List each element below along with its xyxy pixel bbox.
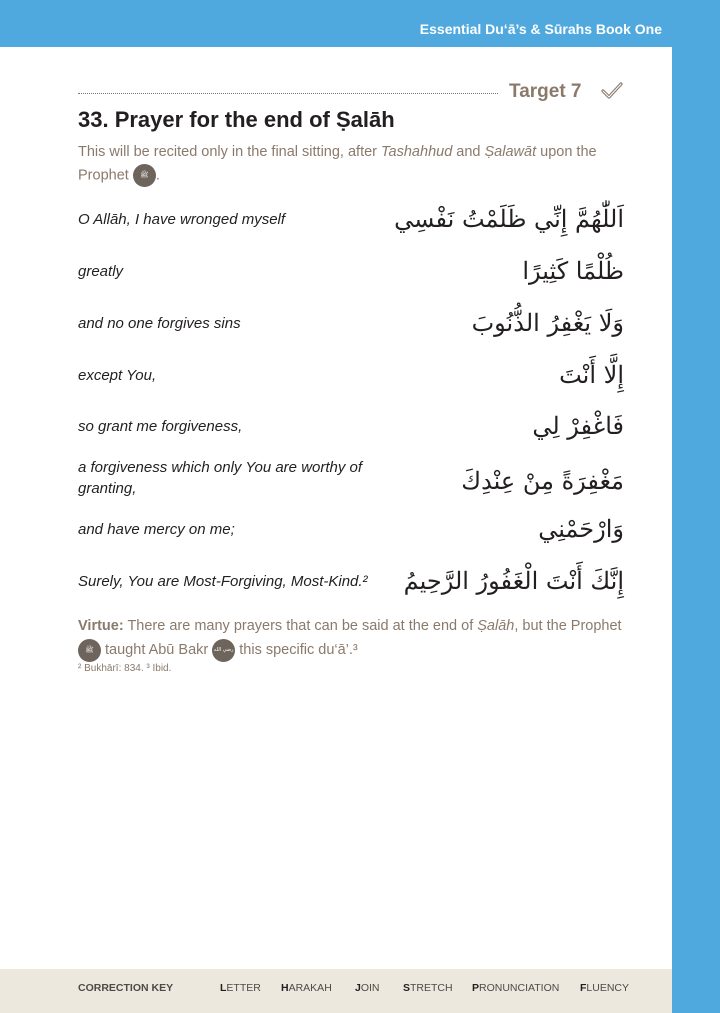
header-bar xyxy=(0,0,720,47)
virtue-text-4: this specific du‘ā’.³ xyxy=(235,642,358,658)
footnote: ² Bukhārī: 834. ³ Ibid. xyxy=(78,663,172,674)
correction-key-label: CORRECTION KEY xyxy=(78,982,174,994)
correction-key-harakah: HARAKAH xyxy=(281,982,332,994)
correction-key-fluency: FLUENCY xyxy=(580,982,630,994)
dua-arabic: وَلَا يَغْفِرُ الذُّنُوبَ xyxy=(471,309,624,337)
intro-part2: upon the Prophet xyxy=(78,144,597,184)
dua-arabic: فَاغْفِرْ لِي xyxy=(532,412,624,440)
dua-arabic: اَللّٰهُمَّ إِنِّي ظَلَمْتُ نَفْسِي xyxy=(394,205,624,233)
dua-line xyxy=(78,515,624,567)
virtue-text-2: , but the Prophet xyxy=(514,618,622,634)
dotted-leader xyxy=(78,93,498,94)
correction-key-pronunciation: PRONUNCIATION xyxy=(472,982,560,994)
virtue-text-1: There are many prayers that can be said at the end of xyxy=(123,618,478,634)
dua-translation: greatly xyxy=(78,263,124,280)
dua-line xyxy=(78,257,624,309)
intro-end: . xyxy=(155,167,160,184)
correction-key-stretch: STRETCH xyxy=(403,982,453,994)
companion-seal-icon: رضي الله عنه xyxy=(212,639,235,662)
intro-and: and xyxy=(452,144,485,160)
virtue-label: Virtue: xyxy=(78,618,124,634)
dua-arabic: ظُلْمًا كَثِيرًا xyxy=(522,257,624,285)
dua-translation: and no one forgives sins xyxy=(78,315,241,332)
virtue-text-3: taught Abū Bakr xyxy=(101,642,213,658)
salutation-seal-icon: ﷺ xyxy=(78,639,101,662)
target-row xyxy=(78,80,624,106)
dua-translation: except You, xyxy=(78,367,157,384)
dua-translation: O Allāh, I have wronged myself xyxy=(78,211,286,228)
dua-translation: a forgiveness which only You are worthy of granting, xyxy=(78,459,363,497)
dua-line xyxy=(78,361,624,413)
target-label: Target 7 xyxy=(509,81,582,102)
dua-line xyxy=(78,567,624,619)
correction-key-letter: LETTER xyxy=(220,982,261,994)
dua-arabic: مَغْفِرَةً مِنْ عِنْدِكَ xyxy=(461,467,624,495)
dua-line xyxy=(78,205,624,257)
section-heading: 33. Prayer for the end of Ṣalāh xyxy=(78,107,395,132)
intro-text xyxy=(78,141,618,187)
intro-part1: This will be recited only in the final sitting, after xyxy=(78,144,382,160)
side-band xyxy=(672,0,720,1013)
checkmark-icon xyxy=(600,80,624,102)
dua-arabic: وَارْحَمْنِي xyxy=(538,515,624,543)
correction-key-join: JOIN xyxy=(355,982,380,994)
dua-translation: Surely, You are Most-Forgiving, Most-Kind.² xyxy=(78,573,368,590)
intro-italic-salawat: Ṣalawāt xyxy=(484,144,537,160)
book-title: Essential Du‘ā’s & Sūrahs Book One xyxy=(419,21,662,37)
correction-key-bar xyxy=(0,969,672,1013)
dua-translation: so grant me forgiveness, xyxy=(78,418,243,435)
dua-arabic: إِنَّكَ أَنْتَ الْغَفُورُ الرَّحِيمُ xyxy=(403,567,624,595)
intro-italic-tashahhud: Tashahhud xyxy=(381,144,453,160)
dua-arabic: إِلَّا أَنْتَ xyxy=(559,361,624,389)
dua-line xyxy=(78,309,624,361)
virtue-italic-salah: Ṣalāh xyxy=(477,618,515,634)
dua-translation: and have mercy on me; xyxy=(78,521,235,538)
dua-line xyxy=(78,457,624,513)
salutation-seal-icon: ﷺ xyxy=(133,164,156,187)
